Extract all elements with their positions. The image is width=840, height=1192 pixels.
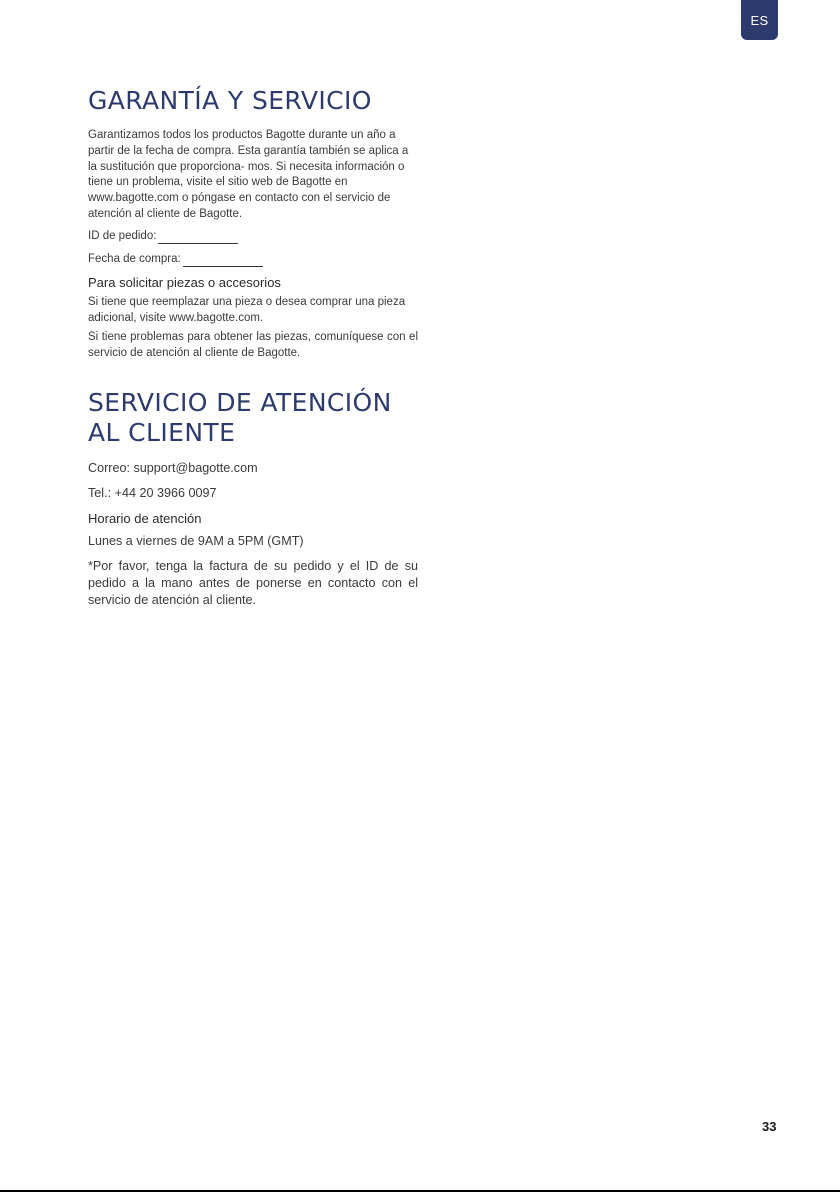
order-id-field (88, 229, 418, 244)
support-phone: Tel.: +44 20 3966 0097 (88, 485, 217, 500)
page-number: 33 (762, 1119, 777, 1134)
support-hours: Lunes a viernes de 9AM a 5PM (GMT) (88, 533, 304, 548)
parts-heading: Para solicitar piezas o accesorios (88, 274, 281, 290)
customer-service-title-line-2: AL CLIENTE (88, 417, 236, 447)
warranty-title: GARANTÍA Y SERVICIO (88, 86, 372, 115)
purchase-date-label: Fecha de compra: (88, 252, 181, 265)
customer-service-title-line-1: SERVICIO DE ATENCIÓN (88, 387, 392, 417)
support-email: Correo: support@bagotte.com (88, 460, 258, 475)
order-id-label: ID de pedido: (88, 229, 157, 242)
parts-paragraph-1: Si tiene que reemplazar una pieza o desea comprar una pieza adicional, visite www.bagotte.com. (88, 295, 406, 324)
language-tab: ES (741, 0, 778, 40)
purchase-date-field (88, 252, 418, 267)
hours-heading: Horario de atención (88, 510, 202, 526)
parts-paragraph-2: Si tiene problemas para obtener las piezas, comuníquese con el servicio de atención al cliente de Bagotte. (88, 331, 418, 360)
support-note: *Por favor, tenga la factura de su pedido y el ID de su pedido a la mano antes de ponerse en contacto con el servicio de atención al cliente. (88, 558, 418, 607)
order-id-blank (158, 232, 238, 244)
purchase-date-blank (183, 255, 263, 267)
page-content (88, 86, 418, 609)
warranty-intro: Garantizamos todos los productos Bagotte durante un año a partir de la fecha de compra. Esta garantía también se aplica a la sustitución que proporciona- mos. Si necesita información o tiene un problema, visite el sitio web de Bagotte en www.bagotte.com o póngase en contacto con el servicio de atención al cliente de Bagotte. (88, 129, 409, 220)
